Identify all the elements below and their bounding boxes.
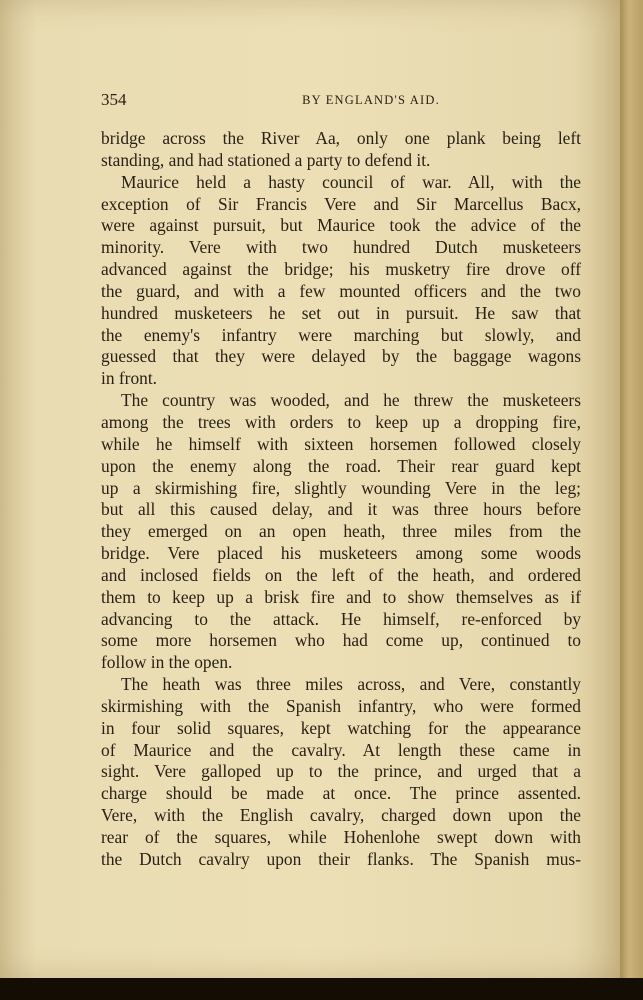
- text-line: The country was wooded, and he threw the musketeers: [121, 390, 581, 411]
- text-line: up a skirmishing fire, slightly wounding Vere in the leg;: [101, 477, 581, 498]
- text-line: advancing to the attack. He himself, re-enforced by: [101, 608, 581, 629]
- text-line: charge should be made at once. The prince assented.: [101, 783, 581, 804]
- text-line: The heath was three miles across, and Vere, constantly: [121, 674, 581, 695]
- text-line: Vere, with the English cavalry, charged down upon the: [101, 805, 581, 826]
- text-line: advanced against the bridge; his musketry fire drove off: [101, 259, 581, 280]
- scan-background: [0, 978, 643, 1000]
- text-line: in front.: [101, 368, 158, 389]
- text-line: among the trees with orders to keep up a dropping fire,: [101, 411, 581, 432]
- text-line: rear of the squares, while Hohenlohe swept down with: [101, 827, 581, 847]
- text-line: of Maurice and the cavalry. At length these came in: [101, 739, 581, 760]
- text-line: bridge across the River Aa, only one plank being left: [101, 128, 581, 148]
- text-line: minority. Vere with two hundred Dutch musketeers: [101, 237, 581, 258]
- text-line: sight. Vere galloped up to the prince, and urged that a: [101, 761, 581, 782]
- text-line: bridge. Vere placed his musketeers among some woods: [101, 543, 581, 564]
- page-number: 354: [101, 90, 127, 109]
- text-line: Maurice held a hasty council of war. All, with the: [121, 171, 581, 192]
- page-header: [101, 90, 581, 112]
- text-line: the guard, and with a few mounted officers and the two: [101, 280, 581, 301]
- text-line: guessed that they were delayed by the baggage wagons: [101, 346, 581, 367]
- text-line: were against pursuit, but Maurice took the advice of the: [101, 215, 581, 236]
- text-line: hundred musketeers he set out in pursuit. He saw that: [101, 302, 581, 323]
- running-head: BY ENGLAND'S AID.: [302, 93, 440, 107]
- text-line: them to keep up a brisk fire and to show themselves as if: [101, 586, 581, 607]
- text-line: skirmishing with the Spanish infantry, who were formed: [101, 695, 581, 716]
- text-line: the enemy's infantry were marching but slowly, and: [101, 324, 581, 345]
- text-line: and inclosed fields on the left of the heath, and ordered: [101, 564, 581, 585]
- text-line: standing, and had stationed a party to defend it.: [101, 149, 431, 170]
- body-text: [101, 128, 581, 871]
- text-line: some more horsemen who had come up, continued to: [101, 630, 581, 651]
- text-line: they emerged on an open heath, three miles from the: [101, 521, 581, 542]
- next-page-edge: [620, 0, 643, 978]
- text-line: follow in the open.: [101, 652, 233, 673]
- text-line: in four solid squares, kept watching for the appearance: [101, 717, 581, 738]
- text-line: upon the enemy along the road. Their rear guard kept: [101, 455, 581, 476]
- text-line: while he himself with sixteen horsemen followed closely: [101, 433, 581, 454]
- text-line: but all this caused delay, and it was three hours before: [101, 499, 581, 520]
- text-line: the Dutch cavalry upon their flanks. The Spanish mus-: [101, 848, 581, 869]
- text-line: exception of Sir Francis Vere and Sir Marcellus Bacx,: [101, 193, 581, 214]
